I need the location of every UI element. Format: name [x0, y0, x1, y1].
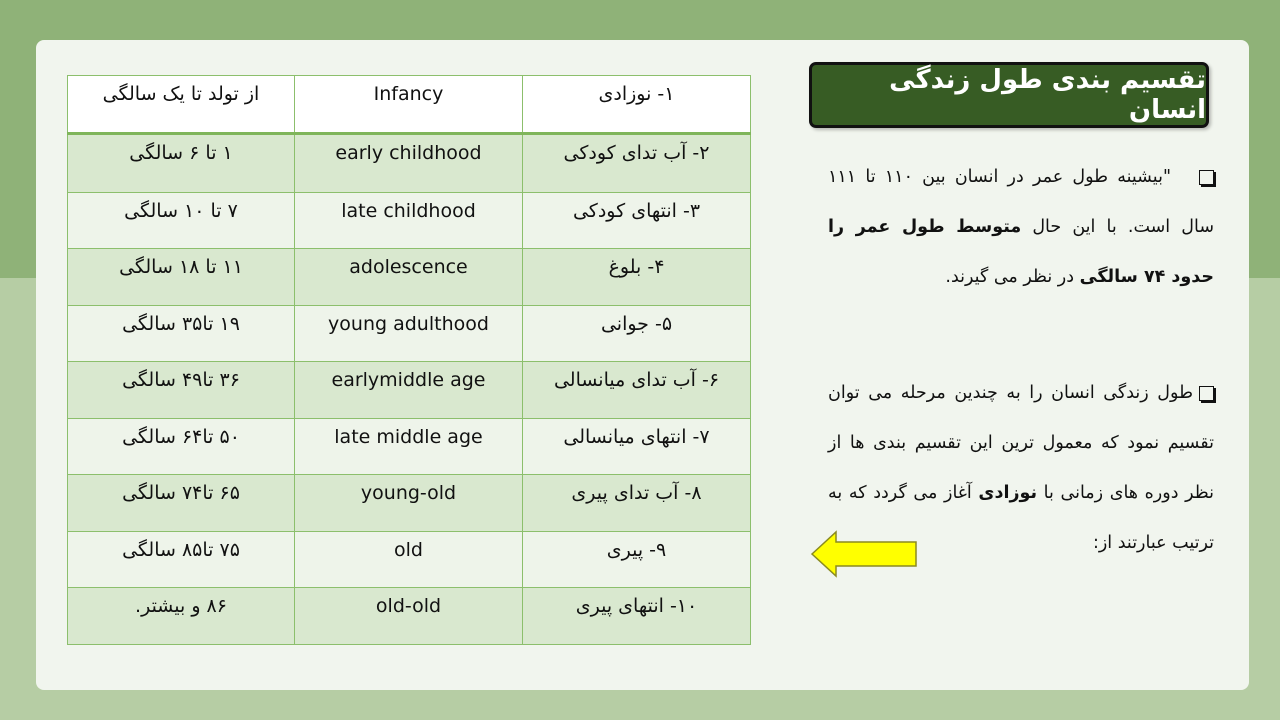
- paragraph-bold-text: متوسط طول عمر را حدود ۷۴ سالگی: [828, 217, 1214, 287]
- stage-cell: ۵- جوانی: [523, 305, 751, 362]
- table-row: [68, 418, 751, 475]
- english-cell: earlymiddle age: [295, 362, 523, 419]
- english-cell: young adulthood: [295, 305, 523, 362]
- table-row: [68, 134, 751, 192]
- english-cell: early childhood: [295, 134, 523, 192]
- stage-cell: ۷- انتهای میانسالی: [523, 418, 751, 475]
- english-cell: late middle age: [295, 418, 523, 475]
- table-row: [68, 192, 751, 249]
- table-row: [68, 362, 751, 419]
- age-cell: از تولد تا یک سالگی: [68, 76, 295, 134]
- stage-cell: ۱- نوزادی: [523, 76, 751, 134]
- age-cell: ۷ تا ۱۰ سالگی: [68, 192, 295, 249]
- age-cell: ۷۵ تا۸۵ سالگی: [68, 531, 295, 588]
- paragraph-lifespan: [828, 152, 1214, 302]
- stage-cell: ۶- آب تدای میانسالی: [523, 362, 751, 419]
- slide-title: تقسیم بندی طول زندگی انسان: [889, 65, 1206, 125]
- age-cell: ۸۶ و بیشتر.: [68, 588, 295, 645]
- english-cell: old-old: [295, 588, 523, 645]
- table-row: [68, 475, 751, 532]
- english-cell: late childhood: [295, 192, 523, 249]
- table-row: [68, 531, 751, 588]
- paragraph-text: طول زندگی انسان را به چندین مرحله می توان تقسیم نمود که معمول ترین این تقسیم بندی ها از نظر دوره های زمانی با: [828, 383, 1214, 503]
- paragraph-text: "بیشینه طول عمر در انسان بین ۱۱۰ تا ۱۱۱ سال است. با این حال: [828, 167, 1215, 237]
- checkbox-bullet-icon: [1193, 368, 1214, 418]
- age-cell: ۱۱ تا ۱۸ سالگی: [68, 249, 295, 306]
- checkbox-bullet-icon: [1193, 152, 1214, 202]
- left-arrow-icon: [810, 530, 918, 578]
- age-cell: ۱ تا ۶ سالگی: [68, 134, 295, 192]
- age-cell: ۳۶ تا۴۹ سالگی: [68, 362, 295, 419]
- table-row: [68, 76, 751, 134]
- table-row: [68, 249, 751, 306]
- english-cell: old: [295, 531, 523, 588]
- age-cell: ۵۰ تا۶۴ سالگی: [68, 418, 295, 475]
- table-row: [68, 305, 751, 362]
- english-cell: adolescence: [295, 249, 523, 306]
- english-cell: Infancy: [295, 76, 523, 134]
- stage-cell: ۳- انتهای کودکی: [523, 192, 751, 249]
- table-row: [68, 588, 751, 645]
- stage-cell: ۱۰- انتهای پیری: [523, 588, 751, 645]
- stage-cell: ۲- آب تدای کودکی: [523, 134, 751, 192]
- english-cell: young-old: [295, 475, 523, 532]
- slide-title-box: [809, 62, 1209, 128]
- paragraph-bold-text: نوزادی: [978, 483, 1038, 503]
- age-cell: ۱۹ تا۳۵ سالگی: [68, 305, 295, 362]
- stage-cell: ۴- بلوغ: [523, 249, 751, 306]
- age-cell: ۶۵ تا۷۴ سالگی: [68, 475, 295, 532]
- stage-cell: ۸- آب تدای پیری: [523, 475, 751, 532]
- life-stages-table: [67, 75, 751, 645]
- paragraph-text: در نظر می گیرند.: [945, 267, 1080, 287]
- paragraph-text: آغاز می گردد که به ترتیب عبارتند از:: [828, 483, 1214, 553]
- stage-cell: ۹- پیری: [523, 531, 751, 588]
